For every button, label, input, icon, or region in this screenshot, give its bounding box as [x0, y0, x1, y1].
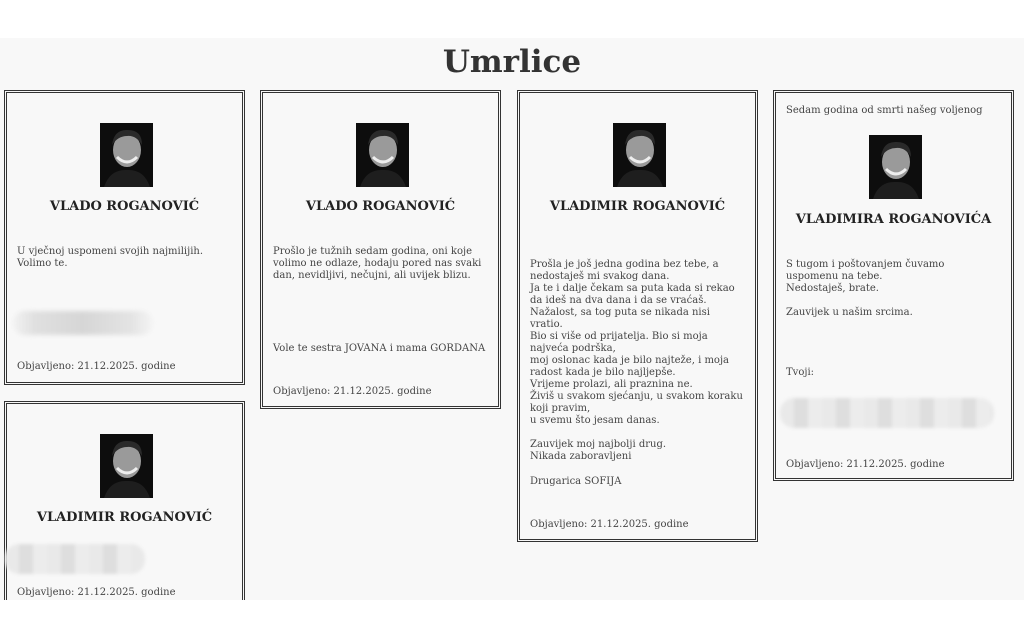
obituary-intro: Sedam godina od smrti našeg voljenog — [786, 105, 983, 116]
obituary-card[interactable] — [260, 90, 501, 409]
obituary-card[interactable] — [773, 90, 1014, 481]
deceased-name: VLADO ROGANOVIĆ — [49, 199, 200, 214]
published-date: Objavljeno: 21.12.2025. godine — [17, 587, 176, 598]
deceased-name: VLADO ROGANOVIĆ — [305, 199, 456, 214]
obituary-signature: Vole te sestra JOVANA i mama GORDANA — [273, 343, 486, 354]
blurred-signature — [5, 544, 145, 574]
portrait-photo — [100, 123, 153, 187]
portrait-photo — [869, 135, 922, 199]
obituary-card[interactable] — [517, 90, 758, 542]
published-date: Objavljeno: 21.12.2025. godine — [786, 459, 945, 470]
obituary-card[interactable] — [4, 401, 245, 600]
portrait-photo — [613, 123, 666, 187]
deceased-name: VLADIMIR ROGANOVIĆ — [36, 510, 213, 525]
deceased-name: VLADIMIRA ROGANOVIĆA — [795, 212, 992, 227]
obituary-signature: Tvoji: — [786, 367, 815, 378]
published-date: Objavljeno: 21.12.2025. godine — [530, 519, 689, 530]
portrait-photo — [356, 123, 409, 187]
obituary-text: S tugom i poštovanjem čuvamo uspomenu na tebe. Nedostaješ, brate. Zauvijek u našim srcima. — [786, 259, 945, 318]
page-title: Umrlice — [442, 44, 582, 80]
obituary-card[interactable] — [4, 90, 245, 385]
obituaries-page — [0, 38, 1024, 600]
blurred-signature — [780, 398, 994, 428]
obituary-text: U vječnoj uspomeni svojih najmilijih. Volimo te. — [17, 246, 204, 269]
portrait-photo — [100, 434, 153, 498]
obituary-text: Prošlo je tužnih sedam godina, oni koje volimo ne odlaze, hodaju pored nas svaki dan, nevidljivi, nečujni, ali uvijek blizu. — [273, 246, 482, 281]
deceased-name: VLADIMIR ROGANOVIĆ — [549, 199, 726, 214]
published-date: Objavljeno: 21.12.2025. godine — [17, 361, 176, 372]
blurred-signature — [13, 311, 153, 335]
published-date: Objavljeno: 21.12.2025. godine — [273, 386, 432, 397]
obituary-signature: Drugarica SOFIJA — [530, 476, 622, 487]
obituary-text: Prošla je još jedna godina bez tebe, a nedostaješ mi svakog dana. Ja te i dalje čekam sa puta kada si rekao da ideš na dva dana i da se vraćaš. Nažalost, sa tog puta se nikada nisi vratio. Bio si više od prijatelja. Bio si moja najveća podrška, moj oslonac kada je bilo najteže, i moja radost kada je bilo najljepše. Vrijeme prolazi, ali praznina ne. Živiš u svakom sjećanju, u svakom koraku koji pravim, u svemu što jesam danas. Zauvijek moj najbolji drug. Nikada zaboravljeni — [530, 259, 743, 462]
